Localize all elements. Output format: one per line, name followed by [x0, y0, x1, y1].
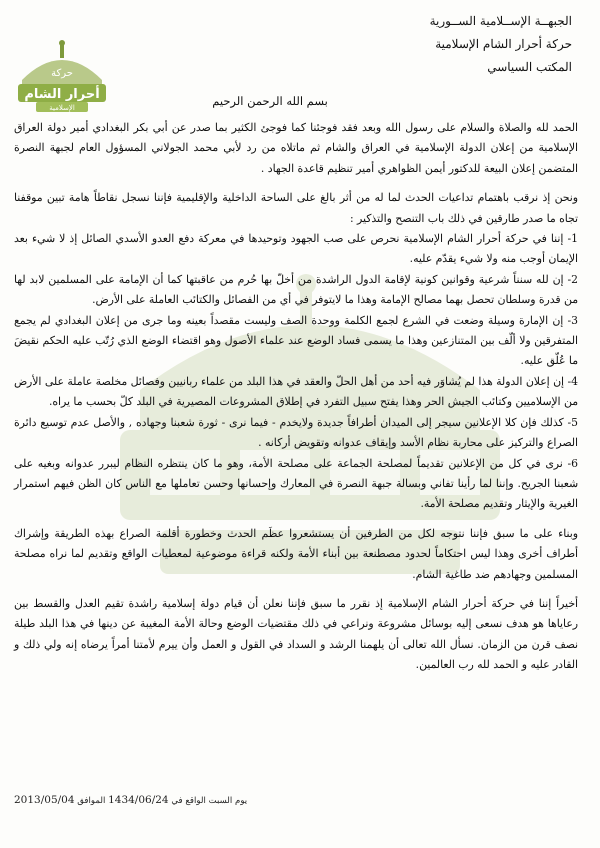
- office-name: المكتب السياسي: [487, 60, 572, 74]
- paragraph-appeal: وبناء على ما سبق فإننا نتوجه لكل من الطرفين أن يستشعروا عظَم الحدث وخطورة أقلمة الصراع بهذه الطريقة وإشراك أطراف أخرى وهذا ليس احتكاماً لحدود مصطنعة بين أبناء الأمة ولكنه قراءة موضوعية لمعطيات الواقع وتقديم لما نراه مصلحة المسلمين وجهادهم ضد طاغية الشام.: [14, 526, 578, 581]
- point-2: 2- إن لله سنناً شرعية وقوانين كونية لإقامة الدول الراشدة من أخلّ بها حُرم من عاقبتها كما أن الإمامة على المسلمين لابد لها من قدرة وسلطان تحصل بهما مصالح الإمامة وهذا ما لايتوفر في أي من الفصائل والكتائب العاملة على الأرض.: [14, 272, 578, 307]
- date-prefix: يوم السبت الواقع في: [171, 796, 248, 806]
- letterhead: [372, 10, 572, 79]
- point-5: 5- كذلك فإن كلا الإعلانين سيجر إلى الميدان أطرافاً جديدة ولايخدم - فيما نرى - ثورة شعبنا وجهاده , والأصل عدم توسيع دائرة الصراع والتركيز على محاربة نظام الأسد وإيقاف عدوانه وتقويض أركانه .: [14, 415, 578, 450]
- logo-top-text: حركة: [51, 68, 73, 79]
- logo-bottom-text: الإسلامية: [49, 104, 75, 112]
- front-name: الجبهــة الإســلامية الســورية: [429, 14, 572, 28]
- point-6: 6- نرى في كل من الإعلانين تقديماً لمصلحة الجماعة على مصلحة الأمة، وهو ما كان ينتظره النظام ليبرر عدوانه وبغيه على شعبنا الجريح. وإننا لما رأينا تفاني وبسالة جبهة النصرة في المعارك وإحسانها وحسن تعاملها مع الناس كان الظن فيهم استمرار الغيرية والإيثار وتقديم مصلحة الأمة.: [14, 456, 578, 511]
- date-connector: الموافق: [77, 796, 106, 806]
- paragraph-intro: الحمد لله والصلاة والسلام على رسول الله وبعد فقد فوجئنا كما فوجئ الكثير بما صدر عن أبي بكر البغدادي أمير دولة العراق الإسلامية من إعلان الدولة الإسلامية في العراق والشام ثم ماتلاه من رد لأبي محمد الجولاني المسؤول العام لجبهة النصرة المتضمن إعلان البيعة للدكتور أيمن الظواهري أمير تنظيم قاعدة الجهاد .: [14, 121, 578, 175]
- movement-name: حركة أحرار الشام الإسلامية: [435, 37, 572, 51]
- paragraph-preface: ونحن إذ نرقب باهتمام تداعيات الحدث لما له من أثر بالغ على الساحة الداخلية والإقليمية فإننا نسجل نقاطاً هامة تبين موقفنا تجاه ما صدر طارقين في ذلك باب التنصح والتذكير :: [14, 191, 578, 225]
- hijri-date: 1434/06/24: [108, 794, 169, 806]
- basmala: بسم الله الرحمن الرحيم: [212, 94, 328, 108]
- statement-body: [14, 118, 578, 676]
- point-3: 3- إن الإمارة وسيلة وضعت في الشرع لجمع الكلمة ووحدة الصف وليست مقصداً بعينه وما جرى من إعلان البغدادي لم يجمع المتفرقين ولا ألّف بين المتنازعين وهذا ما يسمى فساد الوضع عند علماء الأصول وهو اقتضاء الوضع الذي رُتّب عليه الحكم نقيضَ ما عُلّق عليه.: [14, 313, 578, 368]
- logo-middle-text: أحرار الشام: [24, 87, 100, 102]
- point-4: 4- إن إعلان الدولة هذا لم يُشاوَر فيه أحد من أهل الحلّ والعقد في هذا البلد من علماء ربانيين وفصائل مخلصة عاملة على الأرض من الإسلاميين وكتائب الجيش الحر وهذا يفتح سبيل التفرد في إطلاق المشروعات المصيرية في البلد كلّ بحسب ما يراه.: [14, 374, 579, 409]
- date-line: [14, 794, 344, 806]
- gregorian-date: 2013/05/04: [14, 794, 75, 806]
- point-1: 1- إننا في حركة أحرار الشام الإسلامية نحرص على صب الجهود وتوحيدها في معركة دفع العدو الأسدي الصائل إذ لا شيء بعد الإيمان أوجب منه ولا شيء يقدّم عليه.: [14, 232, 578, 266]
- paragraph-closing: أخيراً إننا في حركة أحرار الشام الإسلامية إذ نقرر ما سبق فإننا نعلن أن قيام دولة إسلامية راشدة تقيم العدل والقسط بين رعاياها هو هدف نسعى إليه بوسائل مشروعة ونراعي في ذلك مقتضيات الوضع وحالة الأمة المغيبة عن دينها في هذا البلد طيلة نصف قرن من الزمان. نسأل الله تعالى أن يلهمنا الرشد و السداد في القول و العمل وأن ييرم لأمتنا أمراً يرضاه إنه ولي ذلك و القادر عليه و الحمد لله رب العالمين.: [14, 596, 578, 672]
- organization-logo: [14, 40, 110, 114]
